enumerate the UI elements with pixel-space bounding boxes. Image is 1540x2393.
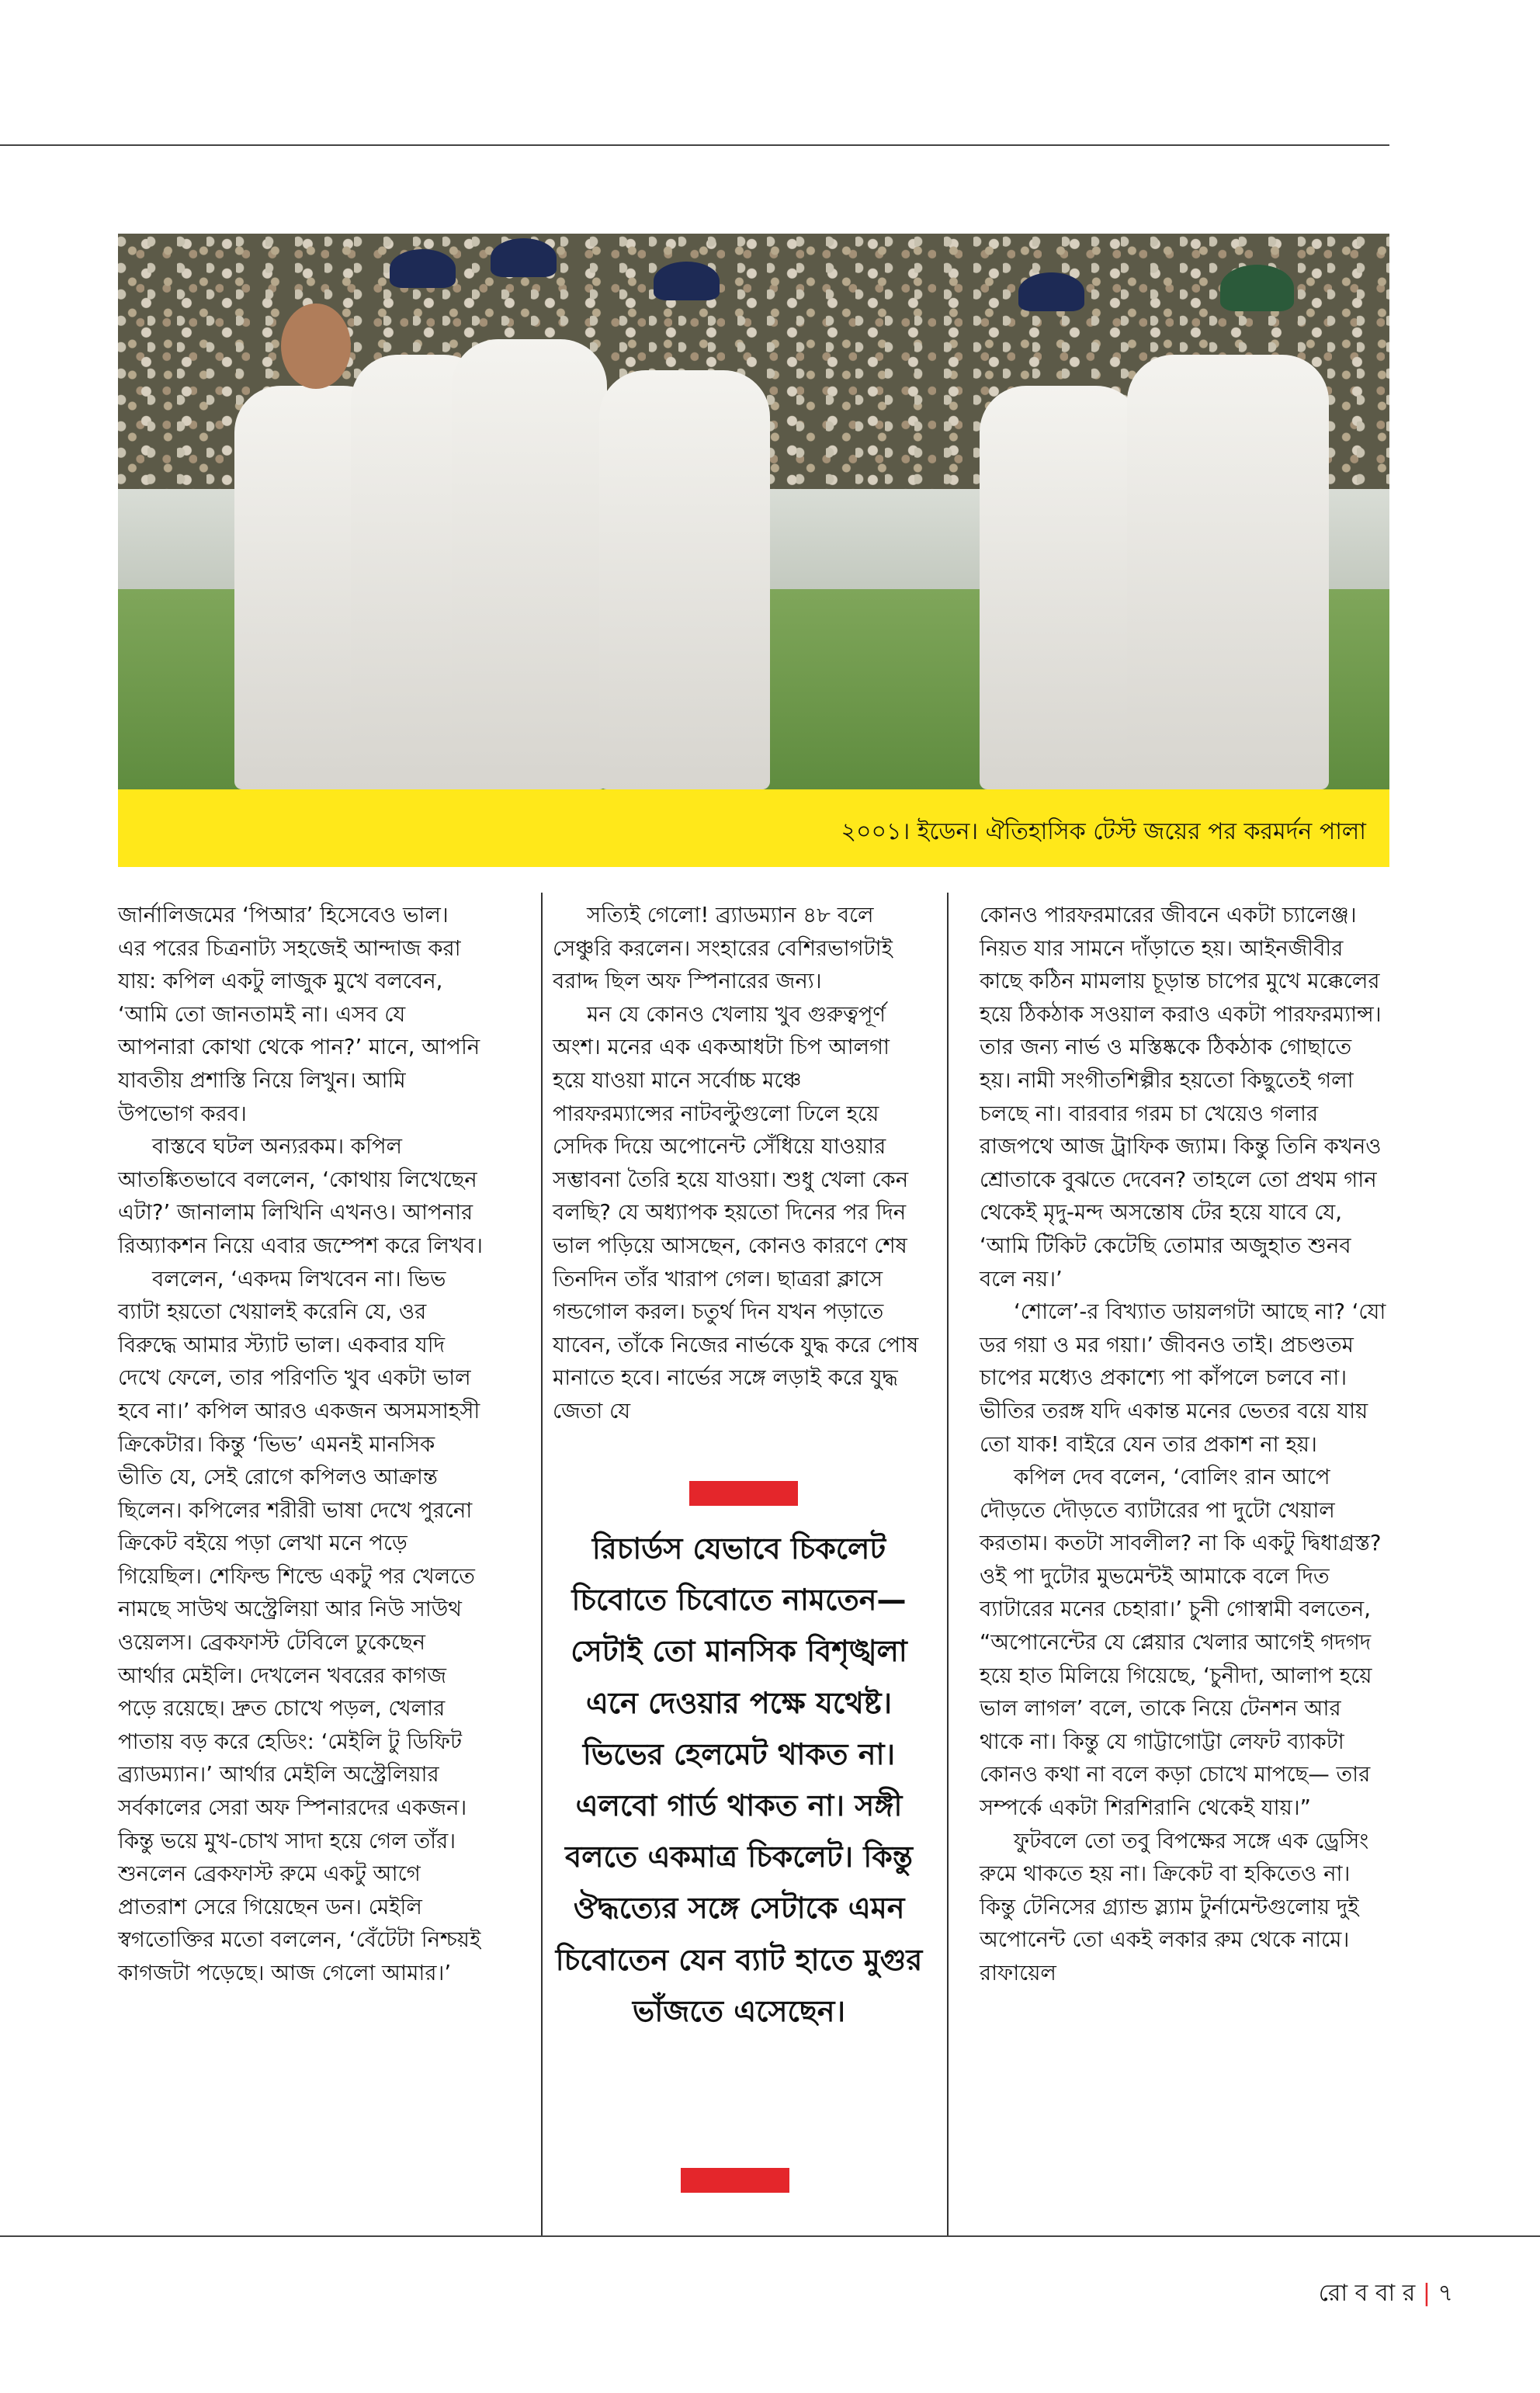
player-figure [980,386,1143,789]
page-number: ৭ [1438,2280,1453,2307]
player-cap [1220,265,1294,311]
column-divider [541,893,543,2235]
article-column-2 [553,899,925,1428]
photo-caption-bar [118,789,1389,867]
player-figure [1127,355,1329,789]
player-figure [599,370,770,789]
article-column-3 [980,899,1389,1990]
player-cap [491,238,557,277]
paragraph: কোনও পারফরমারের জীবনে একটা চ্যালেঞ্জ। নিয়ত যার সামনে দাঁড়াতে হয়। আইনজীবীর কাছে কঠিন মামলায় চূড়ান্ত চাপের মুখে মক্কেলের হয়ে ঠিকঠাক সওয়াল করাও একটা পারফরম্যান্স। তার জন্য নার্ভ ও মস্তিষ্ককে ঠিকঠাক গোছাতে হয়। নামী সংগীতশিল্পীর হয়তো কিছুতেই গলা চলছে না। বারবার গরম চা খেয়েও গলার রাজপথে আজ ট্রাফিক জ্যাম। কিন্তু তিনি কখনও শ্রোতাকে বুঝতে দেবেন? তাহলে তো প্রথম গান থেকেই মৃদু-মন্দ অসন্তোষ টের হয়ে যাবে যে, ‘আমি টিকিট কেটেছি তোমার অজুহাত শুনব বলে নয়।’ [980,903,1382,1292]
column-divider [947,893,949,2235]
paragraph: সত্যিই গেলো! ব্র্যাডম্যান ৪৮ বলে সেঞ্চুরি করলেন। সংহারের বেশিরভাগটাই বরাদ্দ ছিল অফ স্পিনারের জন্য। [553,903,893,994]
bottom-rule [0,2235,1540,2237]
folio-separator: | [1422,2280,1438,2307]
page-footer [1319,2274,1453,2314]
paragraph: বললেন, ‘একদম লিখবেন না। ভিভ ব্যাটা হয়তো খেয়ালই করেনি যে, ওর বিরুদ্ধে আমার স্ট্যাট ভাল। একবার যদি দেখে ফেলে, তার পরিণতি খুব একটা ভাল হবে না।’ কপিল আরও একজন অসমসাহসী ক্রিকেটার। কিন্তু ‘ভিভ’ এমনই মানসিক ভীতি যে, সেই রোগে কপিলও আক্রান্ত ছিলেন। কপিলের শরীরী ভাষা দেখে পুরনো ক্রিকেট বইয়ে পড়া লেখা মনে পড়ে গিয়েছিল। শেফিল্ড শিল্ডে একটু পর খেলতে নামছে সাউথ অস্ট্রেলিয়া আর নিউ সাউথ ওয়েলস। ব্রেকফাস্ট টেবিলে ঢুকেছেন আর্থার মেইলি। দেখলেন খবরের কাগজ পড়ে রয়েছে। দ্রুত চোখে পড়ল, খেলার পাতায় বড় করে হেডিং: ‘মেইলি টু ডিফিট ব্র্যাডম্যান।’ আর্থার মেইলি অস্ট্রেলিয়ার সর্বকালের সেরা অফ স্পিনারদের একজন। কিন্তু ভয়ে মুখ-চোখ সাদা হয়ে গেল তাঁর। শুনলেন ব্রেকফাস্ট রুমে একটু আগে প্রাতরাশ সেরে গিয়েছেন ডন। মেইলি স্বগতোক্তির মতো বললেন, ‘বেঁটেটা নিশ্চয়ই কাগজটা পড়েছে। আজ গেলো আমার।’ [118,1266,481,1985]
paragraph: কপিল দেব বলেন, ‘বোলিং রান আপে দৌড়তে দৌড়তে ব্যাটারের পা দুটো খেয়াল করতাম। কতটা সাবলীল? না কি একটু দ্বিধাগ্রস্ত? ওই পা দুটোর মুভমেন্টই আমাকে বলে দিত ব্যাটারের মনের চেহারা।’ চুনী গোস্বামী বলতেন, “অপোনেন্টের যে প্লেয়ার খেলার আগেই গদগদ হয়ে হাত মিলিয়ে গিয়েছে, ‘চুনীদা, আলাপ হয়ে ভাল লাগল’ বলে, তাকে নিয়ে টেনশন আর থাকে না। কিন্তু যে গাট্টাগোট্টা লেফট ব্যাকটা কোনও কথা না বলে কড়া চোখে মাপছে— তার সম্পর্কে একটা শিরশিরানি থেকেই যায়।” [980,1465,1382,1821]
player-figure [452,339,607,789]
pull-quote-bottom-bar [681,2168,789,2193]
paragraph: ফুটবলে তো তবু বিপক্ষের সঙ্গে এক ড্রেসিং রুমে থাকতে হয় না। ক্রিকেট বা হকিতেও না। কিন্তু টেনিসের গ্র্যান্ড স্ল্যাম টুর্নামেন্টগুলোয় দুই অপোনেন্ট তো একই লকার রুম থেকে নামে। রাফায়েল [980,1828,1369,1985]
player-cap [1018,272,1084,311]
pull-quote: রিচার্ডস যেভাবে চিকলেট চিবোতে চিবোতে নামতেন— সেটাই তো মানসিক বিশৃঙ্খলা এনে দেওয়ার পক্ষে যথেষ্ট। ভিভের হেলমেট থাকত না। এলবো গার্ড থাকত না। সঙ্গী বলতে একমাত্র চিকলেট। কিন্তু ঔদ্ধত্যের সঙ্গে সেটাকে এমন চিবোতেন যেন ব্যাট হাতে মুগুর ভাঁজতে এসেছেন। [555,1531,923,2028]
paragraph: ‘শোলে’-র বিখ্যাত ডায়লগটা আছে না? ‘যো ডর গয়া ও মর গয়া।’ জীবনও তাই। প্রচণ্ডতম চাপের মধ্যেও প্রকাশ্যে পা কাঁপলে চলবে না। ভীতির তরঙ্গ যদি একান্ত মনের ভেতর বয়ে যায় তো যাক! বাইরে যেন তার প্রকাশ না হয়। [980,1299,1386,1457]
paragraph: বাস্তবে ঘটল অন্যরকম। কপিল আতঙ্কিতভাবে বললেন, ‘কোথায় লিখেছেন এটা?’ জানালাম লিখিনি এখনও। আপনার রিঅ্যাকশন নিয়ে এবার জম্পেশ করে লিখব। [118,1134,484,1258]
magazine-name: রো ব বা র [1318,2280,1416,2307]
paragraph: মন যে কোনও খেলায় খুব গুরুত্বপূর্ণ অংশ। মনের এক একআধটা চিপ আলগা হয়ে যাওয়া মানে সর্বোচ্চ মঞ্চে পারফরম্যান্সের নাটবল্টুগুলো ঢিলে হয়ে সেদিক দিয়ে অপোনেন্ট সেঁধিয়ে যাওয়ার সম্ভাবনা তৈরি হয়ে যাওয়া। শুধু খেলা কেন বলছি? যে অধ্যাপক হয়তো দিনের পর দিন ভাল পড়িয়ে আসছেন, কোনও কারণে শেষ তিনদিন তাঁর খারাপ গেল। ছাত্ররা ক্লাসে গন্ডগোল করল। চতুর্থ দিন যখন পড়াতে যাবেন, তাঁকে নিজের নার্ভকে যুদ্ধ করে পোষ মানাতে হবে। নার্ভের সঙ্গে লড়াই করে যুদ্ধ জেতা যে [553,1001,919,1424]
player-head [281,303,351,389]
pull-quote-top-bar [689,1481,798,1506]
top-rule [0,144,1389,146]
paragraph: জার্নালিজমের ‘পিআর’ হিসেবেও ভাল। এর পরের চিত্রনাট্য সহজেই আন্দাজ করা যায়: কপিল একটু লাজুক মুখে বলবেন, ‘আমি তো জানতামই না। এসব যে আপনারা কোথা থেকে পান?’ মানে, আপনি যাবতীয় প্রশাস্তি নিয়ে লিখুন। আমি উপভোগ করব। [118,903,480,1126]
player-cap [390,249,456,288]
cricket-photo [118,234,1389,789]
photo-caption: ২০০১। ইডেন। ঐতিহাসিক টেস্ট জয়ের পর করমর্দন পালা [841,818,1366,845]
player-cap [654,262,720,300]
article-column-1 [118,899,483,1990]
